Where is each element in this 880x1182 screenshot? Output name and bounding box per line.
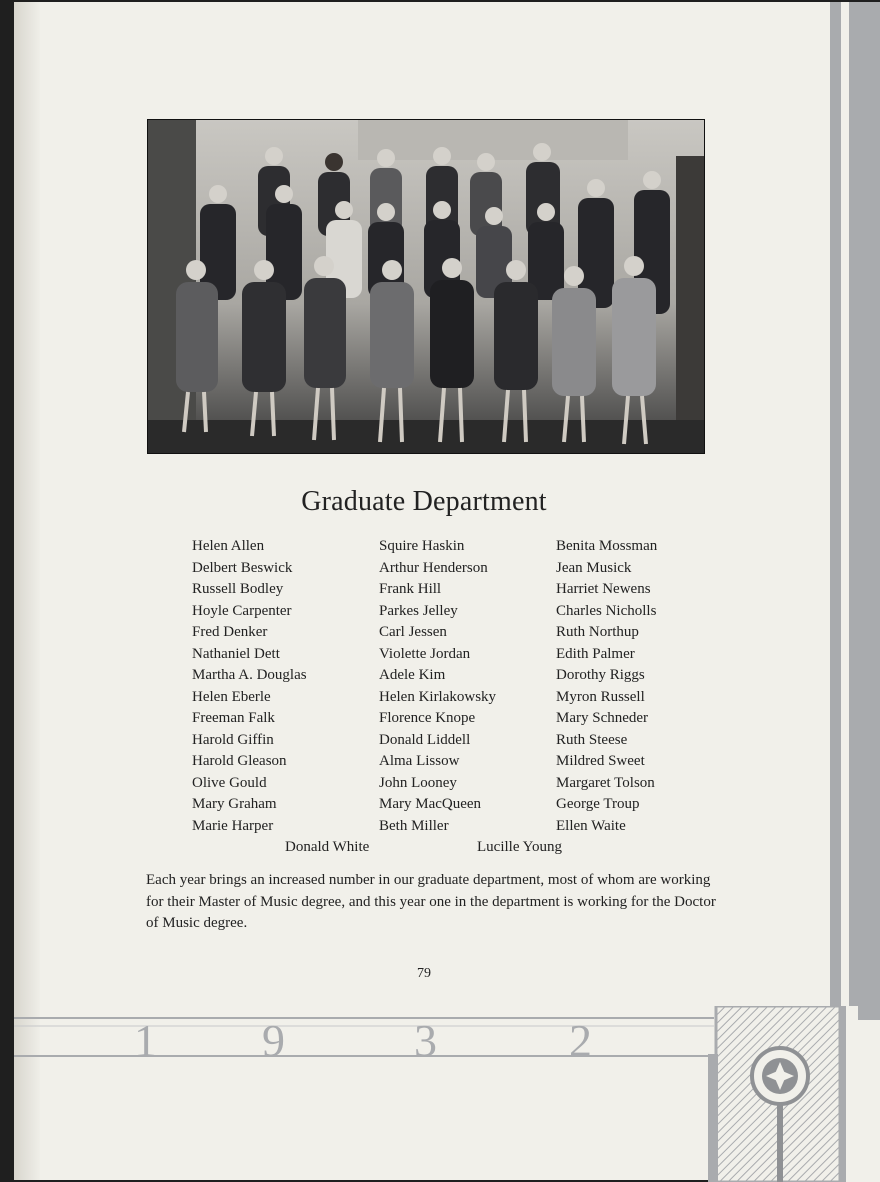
year-digit: 3	[414, 1015, 437, 1064]
list-item: Benita Mossman	[556, 538, 658, 554]
list-item: Alma Lissow	[379, 753, 460, 769]
art-deco-ornament	[708, 1006, 880, 1182]
list-item: Violette Jordan	[379, 645, 471, 662]
list-item: Mary Graham	[192, 796, 277, 812]
names-column-1	[192, 536, 307, 837]
list-item: John Looney	[379, 774, 457, 791]
list-item: Helen Eberle	[192, 688, 271, 705]
year-digit: 2	[569, 1015, 592, 1064]
decorative-side-bar	[830, 2, 880, 1018]
list-item: Olive Gould	[192, 774, 267, 791]
page-number: 79	[417, 966, 431, 981]
group-photograph	[147, 119, 705, 454]
list-item: Fred Denker	[192, 624, 268, 640]
list-item: Arthur Henderson	[379, 559, 488, 576]
list-item: Harold Giffin	[192, 731, 274, 748]
names-column-2	[379, 536, 496, 837]
list-item: Helen Allen	[192, 538, 265, 554]
list-item: Mary Schneder	[556, 710, 649, 726]
list-item: Marie Harper	[192, 817, 274, 834]
list-item: Harold Gleason	[192, 753, 287, 769]
list-item: Hoyle Carpenter	[192, 602, 292, 619]
list-item: Carl Jessen	[379, 624, 447, 640]
list-item: Helen Kirlakowsky	[379, 688, 497, 705]
list-item: Ruth Steese	[556, 731, 628, 748]
list-item: Delbert Beswick	[192, 559, 293, 576]
list-item: Parkes Jelley	[379, 602, 458, 619]
list-item: Nathaniel Dett	[192, 645, 280, 662]
list-item: Lucille Young	[477, 839, 563, 855]
decorative-side-bar-stripe	[841, 2, 849, 1018]
list-item: Frank Hill	[379, 581, 442, 597]
list-item: Florence Knope	[379, 710, 476, 726]
binding-gutter	[14, 2, 40, 1180]
list-item: Margaret Tolson	[556, 774, 655, 791]
list-item: Charles Nicholls	[556, 602, 657, 619]
group-photo-illustration	[148, 120, 704, 453]
list-item: Edith Palmer	[556, 645, 635, 662]
list-item: Freeman Falk	[192, 710, 275, 726]
list-item: Russell Bodley	[192, 581, 284, 597]
list-item: Jean Musick	[556, 559, 632, 576]
list-item: Martha A. Douglas	[192, 667, 307, 683]
list-item: Myron Russell	[556, 688, 645, 705]
list-item: George Troup	[556, 796, 640, 812]
list-item: Mildred Sweet	[556, 753, 645, 769]
list-item: Ellen Waite	[556, 817, 626, 834]
list-item: Dorothy Riggs	[556, 667, 645, 683]
list-item: Squire Haskin	[379, 538, 465, 554]
list-item: Donald Liddell	[379, 731, 471, 748]
list-item: Mary MacQueen	[379, 796, 482, 812]
department-caption: Each year brings an increased number in our graduate department, most of whom are working for their Master of Music degree, and this year one in the department is working for the Doctor of Music degree.	[146, 872, 716, 931]
page-title: Graduate Department	[301, 486, 547, 517]
year-digit: 1	[134, 1015, 157, 1064]
year-digit: 9	[262, 1015, 285, 1064]
list-item: Beth Miller	[379, 817, 449, 834]
list-item: Donald White	[285, 839, 370, 855]
list-item: Harriet Newens	[556, 581, 651, 597]
list-item: Ruth Northup	[556, 624, 639, 640]
list-item: Adele Kim	[379, 667, 446, 683]
yearbook-page	[14, 2, 880, 1180]
names-column-3	[556, 536, 657, 837]
